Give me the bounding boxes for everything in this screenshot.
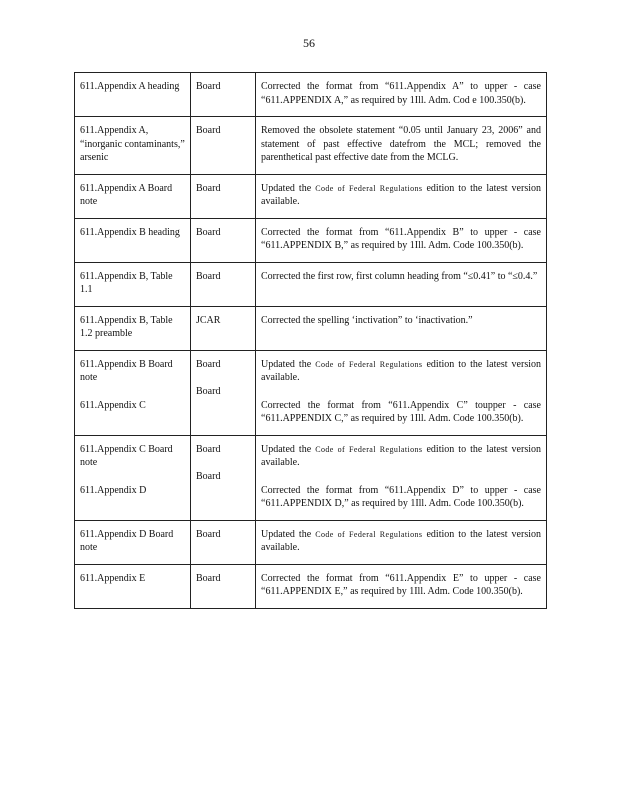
change-description: Corrected the format from “611.Appendix E” to upper - case “611.APPENDIX E,” as required by 1Ill. Adm. Code 100.350(b). [261, 572, 541, 597]
source-name: Board [196, 182, 221, 194]
cfr-title: Code of Federal Regulations [315, 444, 423, 454]
change-description: Corrected the spelling ‘inctivation” to ‘inactivation.” [261, 314, 473, 326]
change-description: Corrected the format from “611.Appendix B” to upper - case “611.APPENDIX B,” as required by 1Ill. Adm. Code 100.350(b). [261, 226, 541, 251]
source-name: Board [196, 358, 221, 370]
table-row [75, 73, 547, 117]
section-cell [75, 73, 191, 117]
change-description [261, 182, 541, 209]
source-cell [191, 435, 256, 520]
source-name: Board [196, 443, 221, 455]
change-description: Corrected the format from “611.Appendix C” toupper - case “611.APPENDIX C,” as required by 1Ill. Adm. Code 100.350(b). [261, 399, 541, 424]
source-name: JCAR [196, 314, 221, 326]
description-text: Updated the [261, 528, 316, 540]
section-reference: 611.Appendix B, Table 1.2 preamble [80, 314, 173, 339]
description-text: Updated the [261, 182, 316, 194]
change-description: Corrected the format from “611.Appendix A” to upper - case “611.APPENDIX A,” as required by 1Ill. Adm. Cod e 100.350(b). [261, 81, 541, 106]
source-cell [191, 73, 256, 117]
source-cell [191, 520, 256, 564]
table-row [75, 117, 547, 175]
section-cell [75, 350, 191, 435]
source-name: Board [196, 270, 221, 282]
section-reference: 611.Appendix D Board note [80, 528, 174, 553]
description-cell [256, 218, 547, 262]
description-cell [256, 306, 547, 350]
section-cell [75, 435, 191, 520]
description-cell [256, 73, 547, 117]
change-description: Removed the obsolete statement “0.05 until January 23, 2006” and statement of past effective datefrom the MCL; removed the parenthetical past effective date from the MCLG. [261, 125, 541, 163]
section-reference: 611.Appendix B heading [80, 226, 180, 238]
changes-table [74, 72, 547, 609]
source-cell [191, 564, 256, 608]
table-row [75, 435, 547, 520]
cfr-title: Code of Federal Regulations [315, 359, 423, 369]
description-cell [256, 435, 547, 520]
change-description [261, 358, 541, 385]
table-row [75, 520, 547, 564]
source-name: Board [196, 81, 221, 92]
description-text: edition to the latest version available. [261, 358, 541, 383]
source-name: Board [196, 528, 221, 540]
description-cell [256, 520, 547, 564]
section-reference: 611.Appendix A, “inorganic contaminants,” arsenic [80, 125, 185, 163]
description-cell [256, 117, 547, 175]
section-cell [75, 117, 191, 175]
section-cell [75, 564, 191, 608]
description-cell [256, 174, 547, 218]
section-cell [75, 262, 191, 306]
source-name: Board [196, 386, 221, 397]
change-description [261, 443, 541, 470]
description-text: edition to the latest version available. [261, 528, 541, 553]
changes-table-body [75, 73, 547, 609]
description-cell [256, 262, 547, 306]
source-cell [191, 218, 256, 262]
source-cell [191, 174, 256, 218]
table-row [75, 564, 547, 608]
table-row [75, 174, 547, 218]
section-reference: 611.Appendix C Board note [80, 443, 173, 468]
description-cell [256, 350, 547, 435]
source-name: Board [196, 226, 221, 238]
table-row [75, 218, 547, 262]
section-cell [75, 174, 191, 218]
description-text: edition to the latest version available. [261, 182, 541, 207]
section-reference: 611.Appendix B Board note [80, 358, 173, 383]
section-reference: 611.Appendix B, Table 1.1 [80, 270, 173, 295]
table-row [75, 350, 547, 435]
description-text: Updated the [261, 358, 316, 370]
section-reference: 611.Appendix C [80, 399, 146, 411]
source-name: Board [196, 572, 221, 584]
description-text: Updated the [261, 443, 316, 455]
section-reference: 611.Appendix A heading [80, 81, 180, 92]
change-description [261, 528, 541, 555]
cfr-title: Code of Federal Regulations [315, 183, 423, 193]
page-number: 56 [303, 36, 315, 50]
source-cell [191, 117, 256, 175]
source-cell [191, 306, 256, 350]
section-reference: 611.Appendix E [80, 572, 146, 584]
source-cell [191, 262, 256, 306]
section-reference: 611.Appendix A Board note [80, 182, 173, 207]
cfr-title: Code of Federal Regulations [315, 529, 423, 539]
table-row [75, 306, 547, 350]
section-cell [75, 520, 191, 564]
change-description: Corrected the format from “611.Appendix D” to upper - case “611.APPENDIX D,” as required by 1Ill. Adm. Code 100.350(b). [261, 484, 541, 509]
section-reference: 611.Appendix D [80, 484, 147, 496]
section-cell [75, 306, 191, 350]
source-cell [191, 350, 256, 435]
source-name: Board [196, 471, 221, 482]
table-row [75, 262, 547, 306]
description-cell [256, 564, 547, 608]
section-cell [75, 218, 191, 262]
source-name: Board [196, 125, 221, 136]
change-description: Corrected the first row, first column heading from “≤0.41” to “≤0.4.” [261, 270, 538, 282]
description-text: edition to the latest version available. [261, 443, 541, 468]
